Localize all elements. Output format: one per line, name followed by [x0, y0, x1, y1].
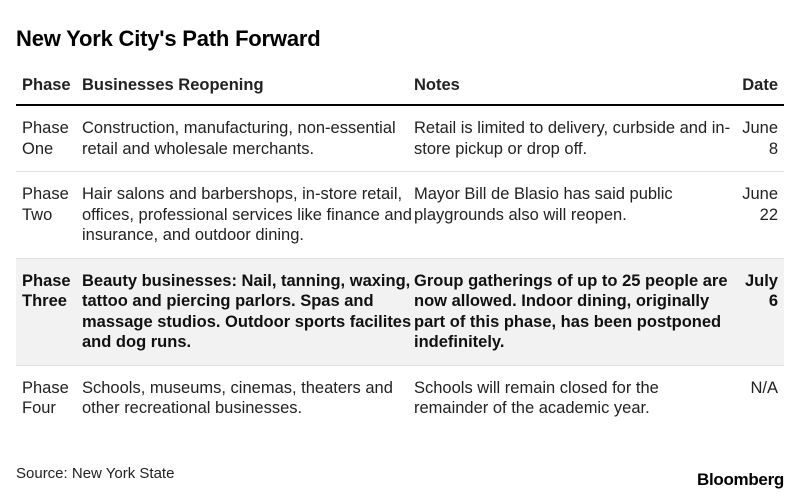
table-row-phase-three — [16, 259, 784, 366]
cell-businesses: Beauty businesses: Nail, tanning, waxing, tattoo and piercing parlors. Spas and massage studios. Outdoor sports facilites and dog runs. — [82, 271, 412, 351]
page-title: New York City's Path Forward — [16, 26, 321, 51]
cell-notes: Mayor Bill de Blasio has said public playgrounds also will reopen. — [414, 185, 673, 224]
cell-phase: Phase Two — [22, 185, 69, 224]
cell-phase: Phase Four — [22, 378, 69, 417]
cell-phase: Phase Three — [22, 271, 71, 310]
cell-businesses: Schools, museums, cinemas, theaters and other recreational businesses. — [82, 378, 393, 417]
cell-notes: Schools will remain closed for the remainder of the academic year. — [414, 378, 659, 417]
table-row-phase-four — [16, 366, 784, 431]
table-row-phase-one — [16, 106, 784, 172]
header-notes: Notes — [414, 75, 460, 94]
cell-notes: Retail is limited to delivery, curbside and in-store pickup or drop off. — [414, 119, 731, 158]
cell-date: June 22 — [742, 185, 778, 224]
cell-businesses: Hair salons and barbershops, in-store retail, offices, professional services like finance and insurance, and outdoor dining. — [82, 185, 412, 244]
cell-businesses: Construction, manufacturing, non-essential retail and wholesale merchants. — [82, 119, 396, 158]
header-businesses: Businesses Reopening — [82, 75, 264, 94]
cell-phase: Phase One — [22, 119, 69, 158]
cell-notes: Group gatherings of up to 25 people are now allowed. Indoor dining, originally part of this phase, has been postponed indefinitely. — [414, 271, 728, 351]
table-row-phase-two — [16, 172, 784, 259]
cell-date: N/A — [750, 378, 778, 397]
header-date: Date — [742, 75, 778, 94]
reopening-table — [16, 66, 784, 431]
table-header — [16, 66, 784, 106]
source-note: Source: New York State — [16, 465, 175, 482]
bloomberg-logo: Bloomberg — [696, 470, 784, 489]
header-phase: Phase — [22, 75, 71, 94]
cell-date: July 6 — [744, 271, 778, 310]
cell-date: June 8 — [742, 119, 778, 158]
